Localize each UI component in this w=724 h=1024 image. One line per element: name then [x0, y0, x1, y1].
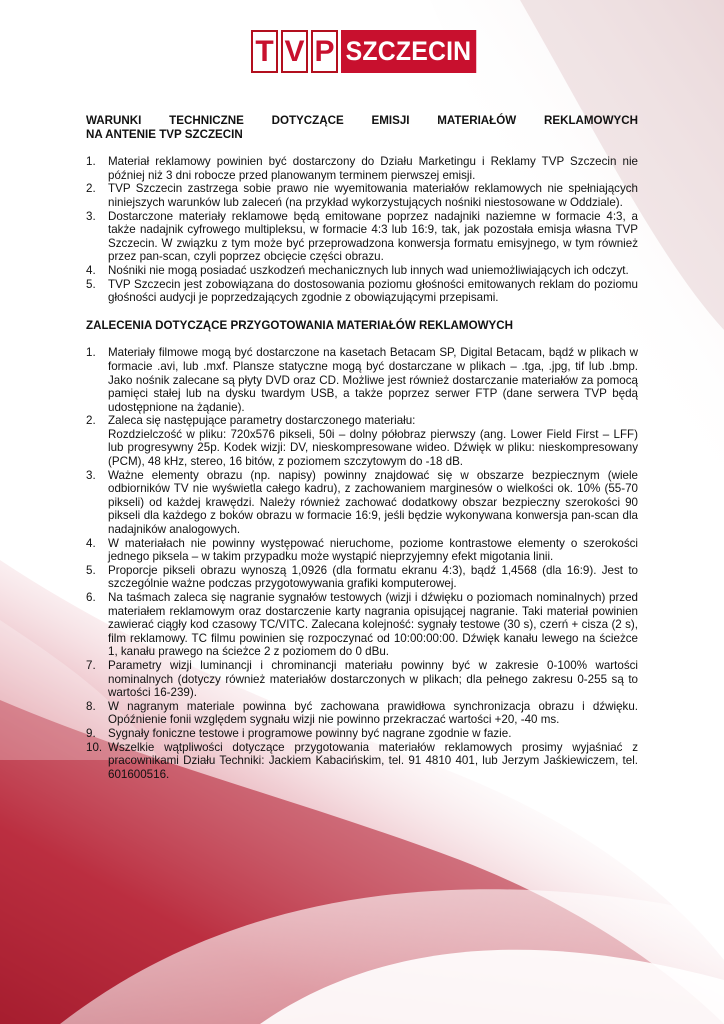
list-item: 3. Ważne elementy obrazu (np. napisy) powinny znajdować się w obszarze bezpiecznym (wiele odbiorników TV nie wyświetla całego kadru), z zachowaniem marginesów o wielkości ok. 10% (55-70 pikseli) od każdej krawędzi. Należy również zachować dodatkowy obszar bezpieczny szerokości 90 pikseli dla każdego z boków obrazu w formacie 16:9, jeśli będzie wykonywana konwersja pan-scan dla nadajników analogowych.	[86, 468, 638, 537]
logo-letter-p: P	[311, 30, 338, 73]
list-item: 4. W materiałach nie powinny występować nieruchome, poziome kontrastowe elementy o szerokości jednego piksela – w takim przypadku może wystąpić nieprzyjemny efekt migotania linii.	[86, 536, 638, 564]
list-item: 2. TVP Szczecin zastrzega sobie prawo nie wyemitowania materiałów reklamowych nie spełniających niniejszych warunków lub zaleceń (na przykład wykorzystujących nośniki niestosowane w Oddziale).	[86, 182, 638, 209]
section1-title-line2: NA ANTENIE TVP SZCZECIN	[86, 127, 243, 141]
section1-title-line1: WARUNKI TECHNICZNE DOTYCZĄCE EMISJI MATERIAŁÓW REKLAMOWYCH	[86, 114, 638, 127]
document-body	[86, 114, 638, 781]
list-item: 5. TVP Szczecin jest zobowiązana do dostosowania poziomu głośności emitowanych reklam do poziomu głośności audycji je poprzedzających zgodnie z obowiązującymi przepisami.	[86, 277, 638, 305]
logo-letter-v: V	[281, 30, 308, 73]
list-item: 2. Zaleca się następujące parametry dostarczonego materiału: Rozdzielczość w pliku: 720x576 pikseli, 50i – dolny półobraz pierwszy (ang. Lower Field First – LFF) lub progresywny 25p. Kodek wizji: DV, nieskompresowane wideo. Dźwięk w pliku: nieskompresowany (PCM), 48 kHz, stereo, 16 bitów, z poziomem szczytowym do -18 dB.	[86, 414, 638, 469]
section2-title: ZALECENIA DOTYCZĄCE PRZYGOTOWANIA MATERIAŁÓW REKLAMOWYCH	[86, 318, 514, 332]
list-item: 5. Proporcje pikseli obrazu wynoszą 1,0926 (dla formatu ekranu 4:3), bądź 1,4568 (dla 16:9). Jest to szczególnie ważne podczas przygotowywania grafiki komputerowej.	[86, 563, 638, 591]
list-item: 1. Materiał reklamowy powinien być dostarczony do Działu Marketingu i Reklamy TVP Szczecin nie później niż 3 dni robocze przed planowanym terminem pierwszej emisji.	[86, 155, 638, 182]
list-item: 8. W nagranym materiale powinna być zachowana prawidłowa synchronizacja obrazu i dźwięku. Opóźnienie fonii względem sygnału wizji nie powinno przekraczać wartości +20, -40 ms.	[86, 699, 638, 727]
list-item: 3. Dostarczone materiały reklamowe będą emitowane poprzez nadajniki naziemne w formacie 4:3, a także nadajnik cyfrowego multipleksu, w formacie 4:3 lub 16:9, tak, jak pozostała emisja własna TVP Szczecin. W związku z tym może być przeprowadzona konwersja formatu emisyjnego, w tym również przez pan-scan, czyli poprzez obcięcie części obrazu.	[86, 209, 638, 264]
recommendations-list	[86, 346, 638, 781]
tvp-szczecin-logo	[251, 30, 488, 73]
list-item: 6. Na taśmach zaleca się nagranie sygnałów testowych (wizji i dźwięku o poziomach nominalnych) przed materiałem reklamowym oraz dostarczenie karty nagrania opisującej nagranie. Taki materiał powinien zawierać ciągły kod czasowy TC/VITC. Zalecana kolejność: sygnały testowe (30 s), czerń + cisza (2 s), film reklamowy. TC filmu powinien się rozpoczynać od 10:00:00:00. Dźwięk kanału lewego na ścieżce 1, kanału prawego na ścieżce 2 z poziomem do 0 dBu.	[86, 591, 638, 659]
list-item: 10. Wszelkie wątpliwości dotyczące przygotowania materiałów reklamowych prosimy wyjaśniać z pracownikami Działu Techniki: Jackiem Kabacińskim, tel. 91 4810 401, lub Jerzym Jaśkiewiczem, tel. 601600516.	[86, 740, 638, 781]
logo-letter-t: T	[251, 30, 278, 73]
logo-brand-text: SZCZECIN	[341, 30, 476, 73]
list-item: 4. Nośniki nie mogą posiadać uszkodzeń mechanicznych lub innych wad uniemożliwiających ich odczyt.	[86, 263, 629, 277]
technical-conditions-list	[86, 155, 638, 305]
list-item: 7. Parametry wizji luminancji i chrominancji materiału powinny być w zakresie 0-100% wartości nominalnych (dotyczy również materiałów dostarczonych w plikach; dla pełnego zakresu 0-255 są to wartości 16-239).	[86, 658, 638, 700]
list-item: 1. Materiały filmowe mogą być dostarczone na kasetach Betacam SP, Digital Betacam, bądź w plikach w formacie .avi, lub .mxf. Plansze statyczne mogą być dostarczane w plikach – .tga, .jpg, tif lub .bmp. Jako nośnik zalecane są płyty DVD oraz CD. Możliwe jest również dostarczanie materiałów za pomocą pamięci stałej lub na dysku twardym USB, a także poprzez serwer FTP (dane serwera TVP będą udostępnione na żądanie).	[86, 346, 638, 414]
list-item: 9. Sygnały foniczne testowe i programowe powinny być nagrane zgodnie w fazie.	[86, 726, 512, 740]
